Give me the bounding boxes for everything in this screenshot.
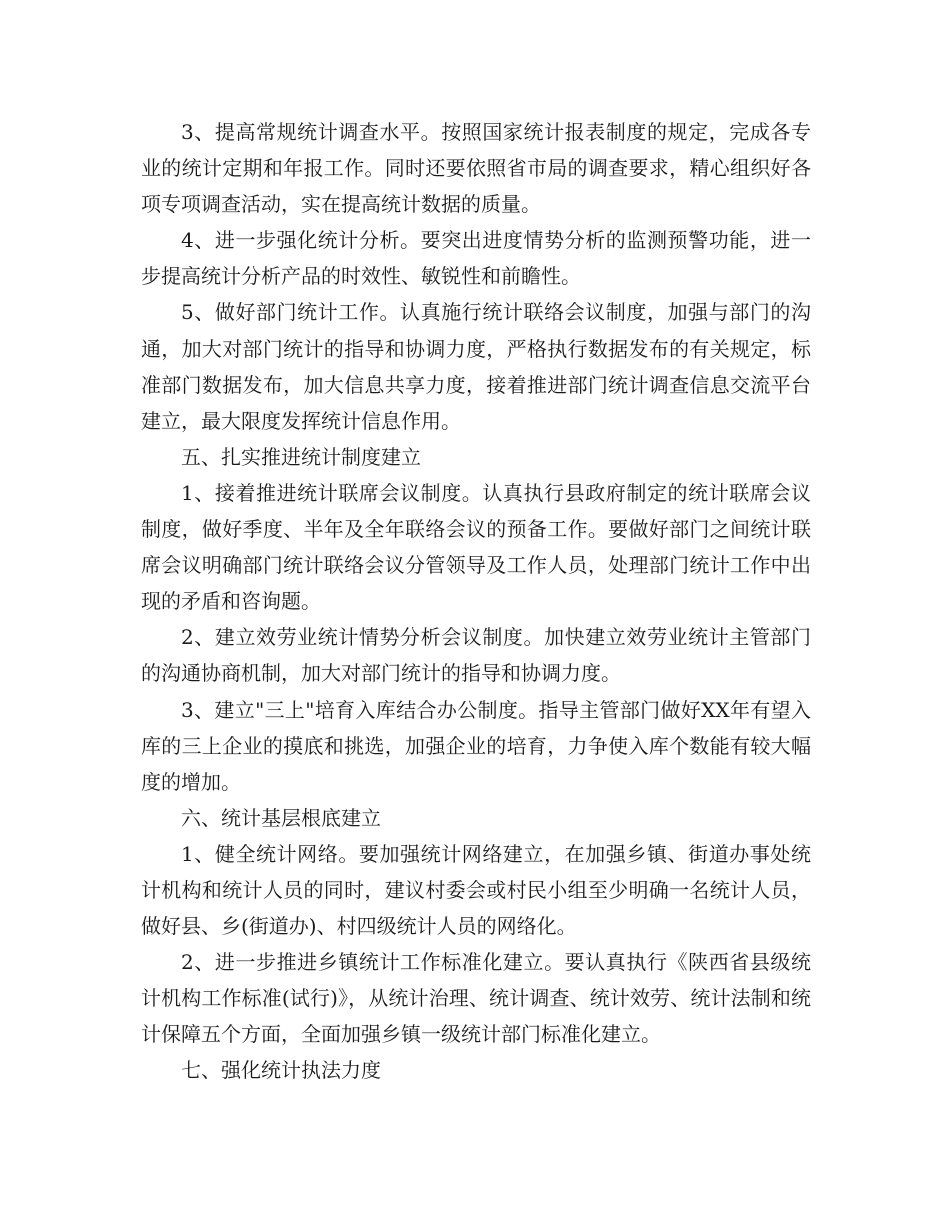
paragraph-service-industry-meeting: 2、建立效劳业统计情势分析会议制度。加快建立效劳业统计主管部门的沟通协商机制，加大对部门统计的指导和协调力度。: [141, 625, 811, 686]
paragraph-item-5-department-statistics: 5、做好部门统计工作。认真施行统计联络会议制度，加强与部门的沟通，加大对部门统计的指导和协调力度，严格执行数据发布的有关规定，标准部门数据发布，加大信息共享力度，接着推进部门统计调查信息交流平台建立，最大限度发挥统计信息作用。: [141, 300, 811, 433]
section-heading-6: 六、统计基层根底建立: [181, 805, 381, 830]
document-page: [141, 114, 811, 1089]
paragraph-township-standardization: 2、进一步推进乡镇统计工作标准化建立。要认真执行《陕西省县级统计机构工作标准(试行)》，从统计治理、统计调查、统计效劳、统计法制和统计保障五个方面，全面加强乡镇一级统计部门标准化建立。: [141, 950, 811, 1047]
section-heading-7: 七、强化统计执法力度: [181, 1058, 381, 1083]
paragraph-item-3-survey-level: 3、提高常规统计调查水平。按照国家统计报表制度的规定，完成各专业的统计定期和年报工作。同时还要依照省市局的调查要求，精心组织好各项专项调查活动，实在提高统计数据的质量。: [141, 120, 811, 217]
paragraph-three-above-office: 3、建立"三上"培育入库结合办公制度。指导主管部门做好XX年有望入库的三上企业的摸底和挑选，加强企业的培育，力争使入库个数能有较大幅度的增加。: [141, 697, 811, 794]
paragraph-item-4-statistical-analysis: 4、进一步强化统计分析。要突出进度情势分析的监测预警功能，进一步提高统计分析产品的时效性、敏锐性和前瞻性。: [141, 228, 811, 289]
paragraph-statistics-network: 1、健全统计网络。要加强统计网络建立，在加强乡镇、街道办事处统计机构和统计人员的同时，建议村委会或村民小组至少明确一名统计人员，做好县、乡(街道办)、村四级统计人员的网络化。: [141, 841, 811, 939]
paragraph-joint-meeting-system: 1、接着推进统计联席会议制度。认真执行县政府制定的统计联席会议制度，做好季度、半年及全年联络会议的预备工作。要做好部门之间统计联席会议明确部门统计联络会议分管领导及工作人员，处理部门统计工作中出现的矛盾和咨询题。: [141, 480, 811, 614]
section-heading-5: 五、扎实推进统计制度建立: [181, 444, 421, 469]
